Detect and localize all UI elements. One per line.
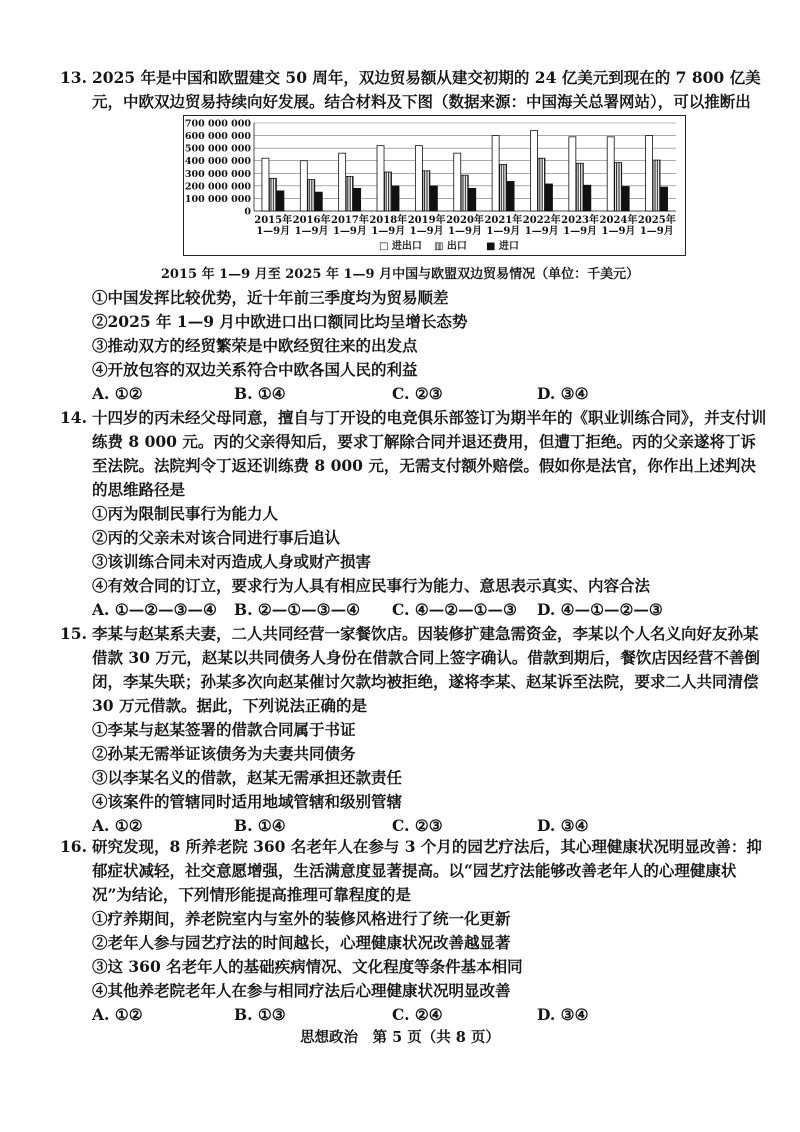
bar-import-export: [569, 137, 576, 211]
x-tick-label: 2018年: [369, 215, 408, 226]
bar-export: [653, 160, 660, 211]
question-stem: 李某与赵某系夫妻，二人共同经营一家餐饮店。因装修扩建急需资金，李某以个人名义向好友孙某借款 30 万元，赵某以共同债务人身份在借款合同上签字确认。借款到期后，餐饮店因经营不善倒闭，李某失联；孙某多次向赵某催讨欠款均被拒绝，遂将李某、赵某诉至法院，要求二人共同清偿 30 万元借款。据此，下列说法正确的是: [92, 624, 760, 715]
bar-import: [315, 192, 322, 211]
x-tick-label: 1—9月: [371, 226, 406, 237]
y-tick-label: 0: [244, 206, 251, 218]
question-number: 15.: [60, 624, 87, 643]
bar-import-export: [530, 131, 537, 211]
choice-d: D. ③④: [537, 384, 589, 403]
x-tick-label: 1—9月: [294, 226, 329, 237]
choice-b: B. ①④: [234, 384, 286, 403]
bar-export: [500, 164, 507, 211]
x-tick-label: 1—9月: [563, 226, 598, 237]
question-13: [60, 66, 767, 114]
question-number: 14.: [60, 408, 87, 427]
y-tick-label: 300 000 000: [184, 168, 251, 180]
y-tick-label: 400 000 000: [184, 156, 251, 168]
page-footer: 思想政治 第 5 页（共 8 页）: [300, 1029, 500, 1046]
bar-import-export: [415, 146, 422, 211]
bar-import: [469, 188, 476, 211]
bar-import-export: [377, 146, 384, 211]
choice-d: D. ③④: [537, 816, 589, 835]
choice-a: A. ①②: [92, 816, 143, 835]
question-13-options: [92, 286, 767, 406]
x-tick-label: 1—9月: [601, 226, 636, 237]
choice-a: A. ①—②—③—④: [92, 600, 217, 619]
option-3: ③以李某名义的借款，赵某无需承担还款责任: [92, 768, 403, 787]
option-1: ①李某与赵某签署的借款合同属于书证: [92, 720, 356, 739]
question-stem: 十四岁的丙未经父母同意，擅自与丁开设的电竞俱乐部签订为期半年的《职业训练合同》，并支付训练费 8 000 元。丙的父亲得知后，要求丁解除合同并退还费用，但遭丁拒绝。丙的父亲遂将丁诉至法院。法院判令丁返还训练费 8 000 元，无需支付额外赔偿。假如你是法官，你作出上述判决的思维路径是: [92, 408, 767, 499]
x-tick-label: 1—9月: [448, 226, 482, 237]
x-tick-label: 2025年: [637, 215, 676, 226]
option-3: ③推动双方的经贸繁荣是中欧经贸往来的出发点: [92, 336, 418, 355]
option-2: ②老年人参与园艺疗法的时间越长，心理健康状况改善越显著: [92, 933, 511, 952]
bar-import-export: [300, 161, 307, 211]
legend-entry: ▥ 出口: [434, 241, 467, 252]
choice-b: B. ①④: [234, 816, 286, 835]
choice-c: C. ④—②—①—③: [392, 600, 517, 619]
y-tick-label: 600 000 000: [184, 131, 251, 143]
option-4: ④开放包容的双边关系符合中欧各国人民的利益: [92, 360, 418, 379]
answer-choices: [92, 1003, 767, 1027]
option-2: ②孙某无需举证该债务为夫妻共同债务: [92, 744, 356, 763]
bar-import-export: [454, 153, 461, 211]
choice-d: D. ④—①—②—③: [537, 600, 663, 619]
bar-import-export: [607, 137, 614, 211]
option-2: ②丙的父亲未对该合同进行事后追认: [92, 528, 341, 547]
question-number: 16.: [60, 837, 87, 856]
chart-caption: 2015 年 1—9 月至 2025 年 1—9 月中国与欧盟双边贸易情况（单位：千美元）: [160, 267, 640, 282]
choice-b: B. ①③: [234, 1005, 286, 1024]
option-4: ④有效合同的订立，要求行为人具有相应民事行为能力、意思表示真实、内容合法: [92, 576, 651, 595]
x-tick-label: 2016年: [292, 215, 331, 226]
x-tick-label: 2021年: [484, 215, 523, 226]
bar-import-export: [339, 153, 346, 211]
x-tick-label: 1—9月: [486, 226, 521, 237]
bar-import-export: [262, 158, 269, 211]
choice-a: A. ①②: [92, 1005, 143, 1024]
y-tick-label: 700 000 000: [184, 118, 251, 130]
bar-export: [385, 172, 392, 211]
x-tick-label: 1—9月: [332, 226, 367, 237]
bar-import: [507, 181, 514, 211]
question-stem: 2025 年是中国和欧盟建交 50 周年，双边贸易额从建交初期的 24 亿美元到现在的 7 800 亿美元，中欧双边贸易持续向好发展。结合材料及下图（数据来源：中国海关总署网站），可以推断出: [92, 68, 761, 111]
question-16: [60, 835, 767, 1027]
question-stem: 研究发现，8 所养老院 360 名老年人在参与 3 个月的园艺疗法后，其心理健康状况明显改善：抑郁症状减轻，社交意愿增强，生活满意度显著提高。以“园艺疗法能够改善老年人的心理健康状况”为结论，下列情形能提高推理可靠程度的是: [92, 837, 762, 904]
choice-d: D. ③④: [537, 1005, 589, 1024]
bar-import: [622, 186, 629, 211]
bar-import: [392, 186, 399, 211]
x-tick-label: 2020年: [446, 215, 484, 226]
answer-choices: [92, 598, 767, 622]
bar-export: [615, 163, 622, 211]
bar-import: [661, 187, 668, 211]
bar-import: [354, 188, 361, 211]
x-tick-label: 2024年: [599, 215, 638, 226]
choice-c: C. ②③: [392, 816, 443, 835]
bar-export: [423, 171, 430, 211]
choice-c: C. ②④: [392, 1005, 443, 1024]
bar-import: [545, 184, 552, 211]
legend-entry: □ 进出口: [379, 241, 422, 252]
x-tick-label: 1—9月: [524, 226, 559, 237]
y-tick-label: 200 000 000: [184, 181, 251, 193]
legend-entry: ■ 进口: [486, 241, 519, 252]
y-tick-label: 500 000 000: [184, 143, 251, 155]
bar-import-export: [646, 136, 653, 211]
option-3: ③该训练合同未对丙造成人身或财产损害: [92, 552, 372, 571]
x-tick-label: 1—9月: [256, 226, 291, 237]
trade-chart-frame: [183, 115, 686, 256]
option-4: ④其他养老院老年人在参与相同疗法后心理健康状况明显改善: [92, 981, 511, 1000]
bar-export: [538, 158, 545, 211]
choice-c: C. ②③: [392, 384, 443, 403]
option-2: ②2025 年 1—9 月中欧进口出口额同比均呈增长态势: [92, 312, 468, 331]
choice-a: A. ①②: [92, 384, 143, 403]
bar-import-export: [492, 136, 499, 211]
x-tick-label: 2019年: [407, 215, 446, 226]
x-tick-label: 2017年: [330, 215, 369, 226]
option-1: ①丙为限制民事行为能力人: [92, 504, 279, 523]
question-14: [60, 406, 767, 622]
question-15: [60, 622, 767, 838]
option-3: ③这 360 名老年人的基础疾病情况、文化程度等条件基本相同: [92, 957, 523, 976]
x-tick-label: 2022年: [522, 215, 561, 226]
answer-choices: [92, 382, 767, 406]
trade-bar-chart: [184, 116, 684, 254]
y-tick-label: 100 000 000: [184, 193, 251, 205]
x-tick-label: 1—9月: [409, 226, 444, 237]
option-1: ①疗养期间，养老院室内与室外的装修风格进行了统一化更新: [92, 909, 511, 928]
option-1: ①中国发挥比较优势，近十年前三季度均为贸易顺差: [92, 288, 449, 307]
bar-export: [346, 176, 353, 211]
bar-export: [269, 178, 276, 211]
option-4: ④该案件的管辖同时适用地域管辖和级别管辖: [92, 792, 403, 811]
bar-import: [430, 186, 437, 211]
bar-import: [277, 191, 284, 211]
bar-export: [576, 163, 583, 211]
x-tick-label: 2023年: [561, 215, 600, 226]
bar-import: [584, 185, 591, 211]
choice-b: B. ②—①—③—④: [234, 600, 360, 619]
bar-export: [308, 180, 315, 211]
bar-export: [461, 175, 468, 211]
question-number: 13.: [60, 68, 87, 87]
x-tick-label: 1—9月: [639, 226, 674, 237]
x-tick-label: 2015年: [254, 215, 293, 226]
